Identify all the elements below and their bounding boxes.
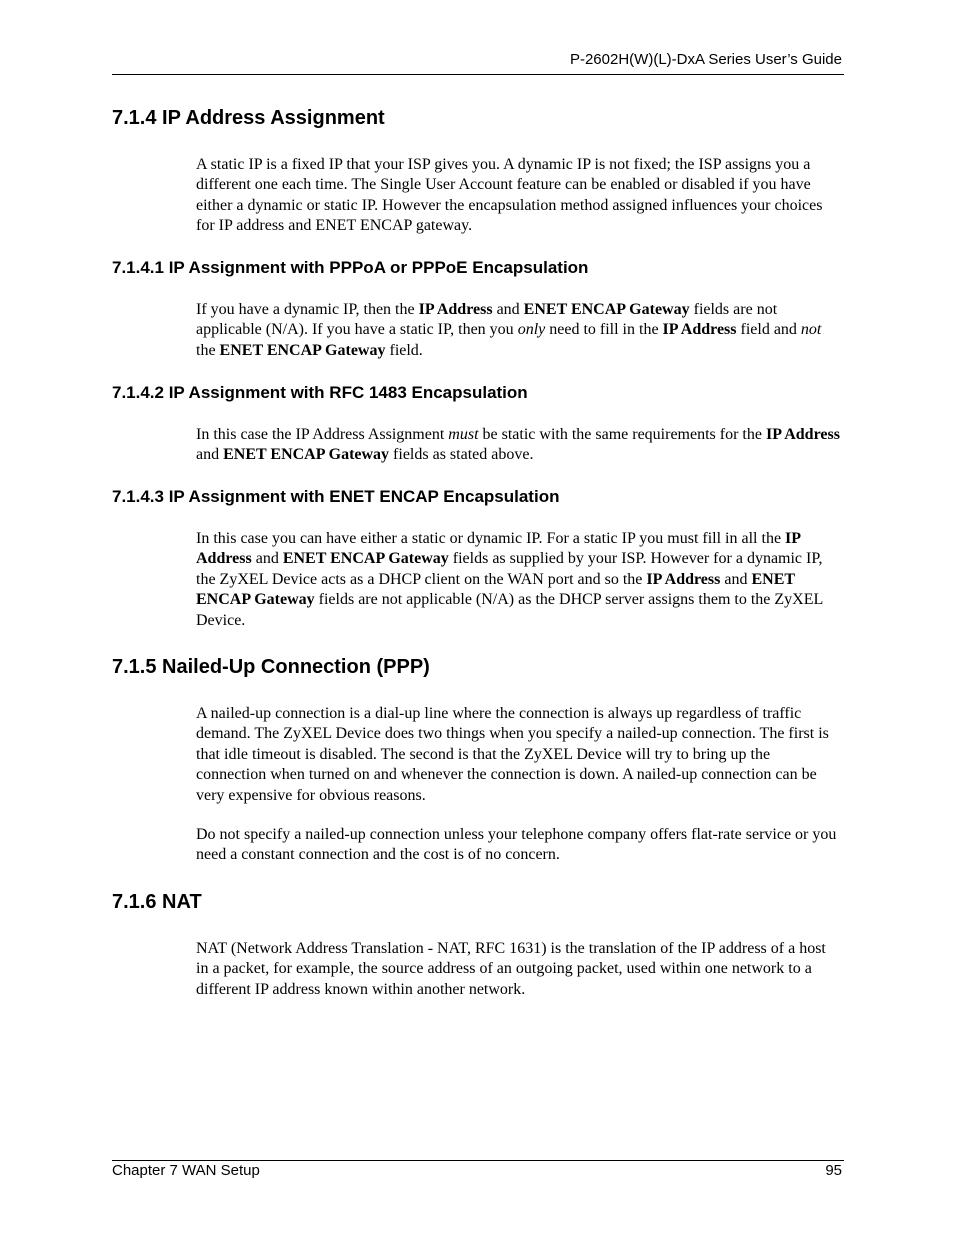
footer-divider xyxy=(112,1160,844,1161)
section-heading-7-1-4-2: 7.1.4.2 IP Assignment with RFC 1483 Encapsulation xyxy=(112,383,528,402)
paragraph-ip-address-assignment: A static IP is a fixed IP that your ISP gives you. A dynamic IP is not fixed; the ISP assigns you a different one each time. The Single User Account feature can be enabled or disabled if you have either a dynamic or static IP. However the encapsulation method assigned influences your choices for IP address and ENET ENCAP gateway. xyxy=(196,156,823,235)
section-heading-7-1-4-3: 7.1.4.3 IP Assignment with ENET ENCAP Encapsulation xyxy=(112,487,560,506)
section-heading-7-1-6: 7.1.6 NAT xyxy=(112,891,202,913)
section-heading-7-1-5: 7.1.5 Nailed-Up Connection (PPP) xyxy=(112,656,430,678)
header-divider xyxy=(112,74,844,75)
section-heading-7-1-4-1: 7.1.4.1 IP Assignment with PPPoA or PPPoE Encapsulation xyxy=(112,258,589,277)
paragraph-nat: NAT (Network Address Translation - NAT, RFC 1631) is the translation of the IP address of a host in a packet, for example, the source address of an outgoing packet, used within one network to a different IP address known within another network. xyxy=(196,940,826,998)
footer-page-number: 95 xyxy=(825,1162,842,1179)
paragraph-enet-encap: In this case you can have either a static or dynamic IP. For a static IP you must fill in all the IP Address and ENET ENCAP Gateway fields as supplied by your ISP. However for a dynamic IP, the ZyXEL Device acts as a DHCP client on the WAN port and so the IP Address and ENET ENCAP Gateway fields are not applicable (N/A) as the DHCP server assigns them to the ZyXEL Device. xyxy=(196,530,823,629)
page-header-title: P-2602H(W)(L)-DxA Series User’s Guide xyxy=(569,51,842,68)
section-heading-7-1-4: 7.1.4 IP Address Assignment xyxy=(112,107,385,129)
paragraph-pppoa-pppoe: If you have a dynamic IP, then the IP Address and ENET ENCAP Gateway fields are not applicable (N/A). If you have a static IP, then you only need to fill in the IP Address field and not the ENET ENCAP Gateway field. xyxy=(196,301,822,359)
paragraph-rfc-1483: In this case the IP Address Assignment must be static with the same requirements for the IP Address and ENET ENCAP Gateway fields as stated above. xyxy=(196,426,840,464)
paragraph-nailed-up-2: Do not specify a nailed-up connection unless your telephone company offers flat-rate service or you need a constant connection and the cost is of no concern. xyxy=(196,826,837,864)
footer-chapter: Chapter 7 WAN Setup xyxy=(112,1162,260,1179)
paragraph-nailed-up-1: A nailed-up connection is a dial-up line where the connection is always up regardless of traffic demand. The ZyXEL Device does two things when you specify a nailed-up connection. The first is that idle timeout is disabled. The second is that the ZyXEL Device will try to bring up the connection when turned on and whenever the connection is down. A nailed-up connection can be very expensive for obvious reasons. xyxy=(196,705,829,804)
